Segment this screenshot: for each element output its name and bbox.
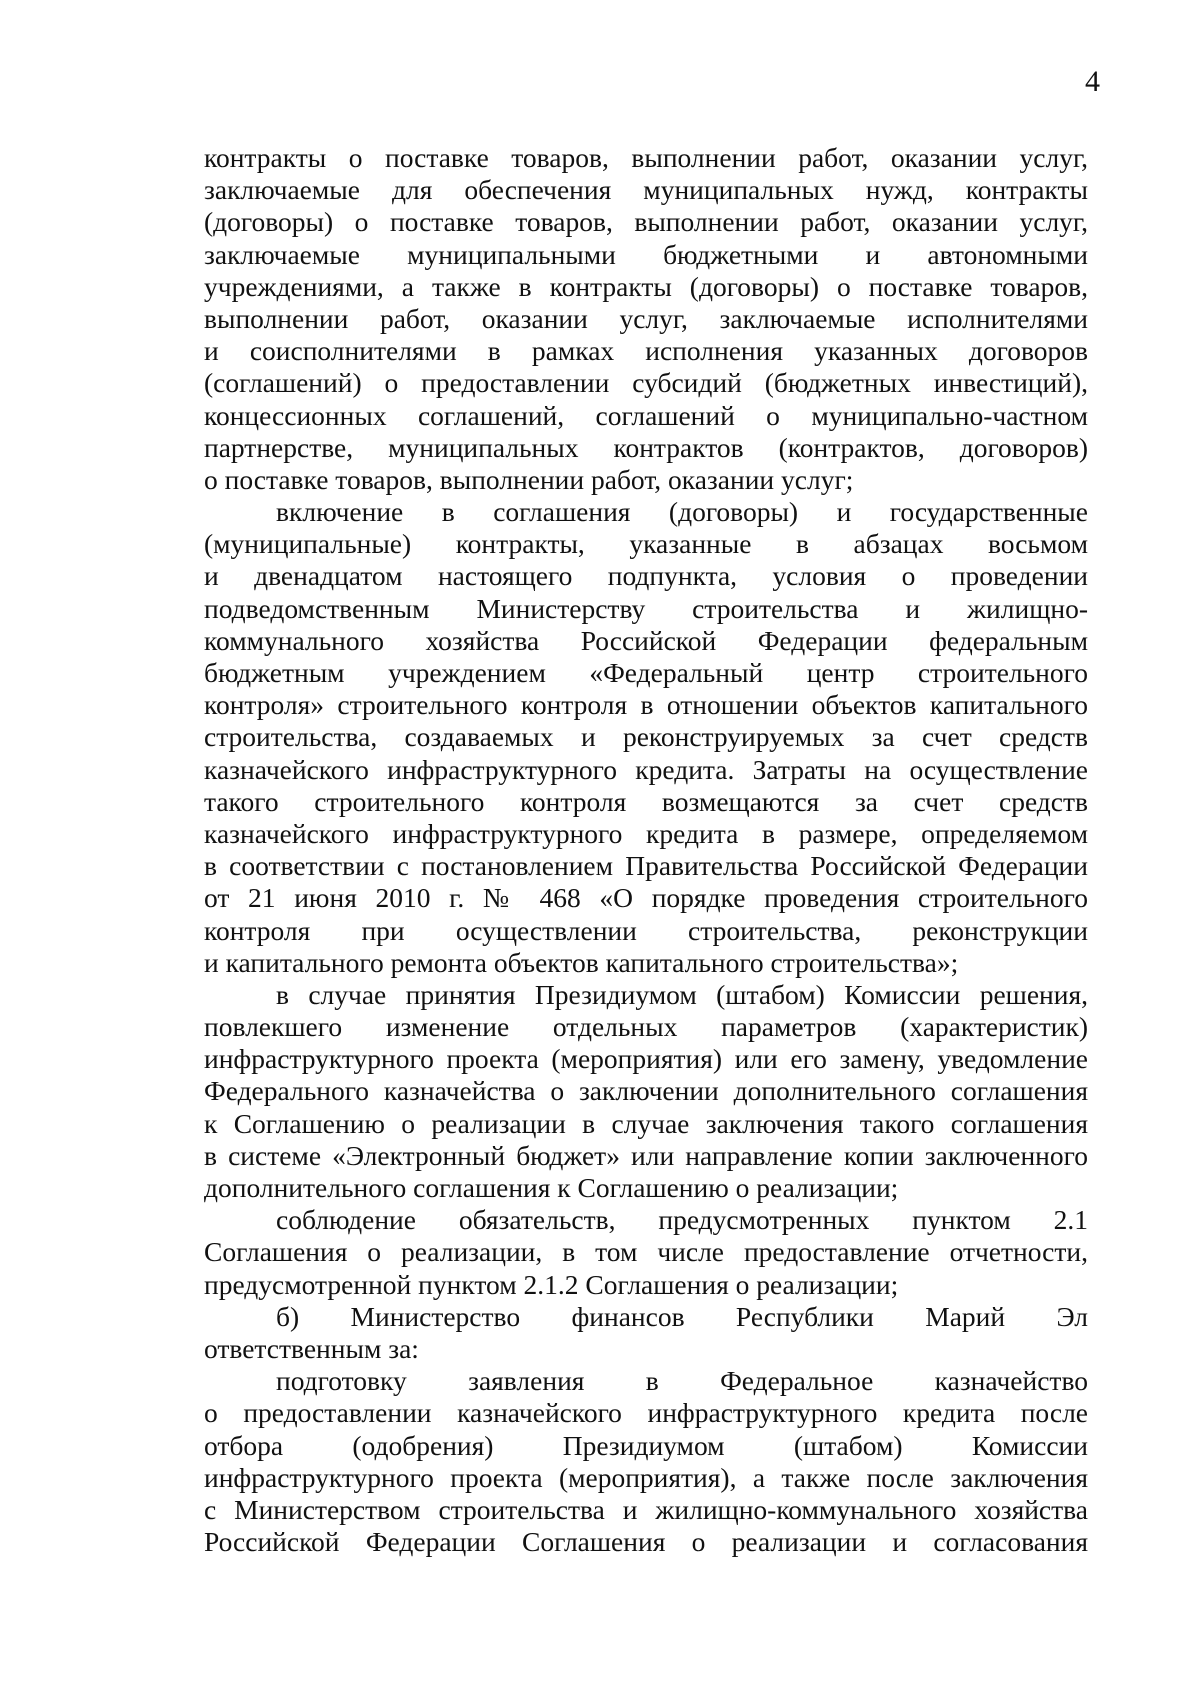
- text-line: о поставке товаров, выполнении работ, оказании услуг;: [204, 463, 854, 495]
- paragraph-contracts-continuation: [204, 142, 1088, 496]
- text-line: о предоставлении казначейского инфраструктурного кредита после: [204, 1397, 1088, 1429]
- text-line: ответственным за:: [204, 1332, 419, 1364]
- text-line: контроля при осуществлении строительства, реконструкции: [204, 914, 1088, 946]
- paragraph-ministry-of-finance: [204, 1301, 1088, 1365]
- paragraph-presidium-decision: [204, 979, 1088, 1204]
- text-line: строительства, создаваемых и реконструируемых за счет средств: [204, 721, 1088, 753]
- paragraph-obligations: [204, 1204, 1088, 1301]
- text-line: казначейского инфраструктурного кредита в размере, определяемом: [204, 817, 1088, 849]
- text-line: б) Министерство финансов Республики Марий Эл: [276, 1300, 1088, 1332]
- text-line: такого строительного контроля возмещаются за счет средств: [204, 785, 1088, 817]
- text-line: от 21 июня 2010 г. № 468 «О порядке проведения строительного: [204, 882, 1088, 914]
- text-line: заключаемые муниципальными бюджетными и автономными: [204, 238, 1088, 270]
- document-body: [204, 142, 1088, 1558]
- text-line: повлекшего изменение отдельных параметров (характеристик): [204, 1011, 1088, 1043]
- text-line: подготовку заявления в Федеральное казначейство: [276, 1365, 1088, 1397]
- text-line: (муниципальные) контракты, указанные в абзацах восьмом: [204, 528, 1088, 560]
- text-line: предусмотренной пунктом 2.1.2 Соглашения о реализации;: [204, 1268, 899, 1300]
- paragraph-application-preparation: [204, 1365, 1088, 1558]
- text-line: заключаемые для обеспечения муниципальных нужд, контракты: [204, 174, 1088, 206]
- text-line: и соисполнителями в рамках исполнения указанных договоров: [204, 335, 1088, 367]
- text-line: в случае принятия Президиумом (штабом) Комиссии решения,: [276, 978, 1088, 1010]
- text-line: к Соглашению о реализации в случае заключения такого соглашения: [204, 1107, 1088, 1139]
- text-line: (договоры) о поставке товаров, выполнении работ, оказании услуг,: [204, 206, 1088, 238]
- text-line: (соглашений) о предоставлении субсидий (бюджетных инвестиций),: [204, 367, 1088, 399]
- text-line: и двенадцатом настоящего подпункта, условия о проведении: [204, 560, 1088, 592]
- text-line: в системе «Электронный бюджет» или направление копии заключенного: [204, 1139, 1088, 1171]
- text-line: коммунального хозяйства Российской Федерации федеральным: [204, 624, 1088, 656]
- paragraph-construction-control: [204, 496, 1088, 979]
- text-line: с Министерством строительства и жилищно-коммунального хозяйства: [204, 1493, 1088, 1525]
- text-line: казначейского инфраструктурного кредита. Затраты на осуществление: [204, 753, 1088, 785]
- text-line: Российской Федерации Соглашения о реализации и согласования: [204, 1526, 1088, 1558]
- page-number: 4: [1085, 65, 1100, 98]
- text-line: бюджетным учреждением «Федеральный центр строительного: [204, 657, 1088, 688]
- text-line: концессионных соглашений, соглашений о муниципально-частном: [204, 399, 1088, 431]
- text-line: Федерального казначейства о заключении дополнительного соглашения: [204, 1075, 1088, 1107]
- text-line: выполнении работ, оказании услуг, заключаемые исполнителями: [204, 302, 1088, 334]
- text-line: контроля» строительного контроля в отношении объектов капитального: [204, 689, 1088, 721]
- text-line: дополнительного соглашения к Соглашению о реализации;: [204, 1172, 899, 1203]
- text-line: контракты о поставке товаров, выполнении работ, оказании услуг,: [204, 142, 1088, 173]
- text-line: соблюдение обязательств, предусмотренных пунктом 2.1: [276, 1204, 1088, 1236]
- text-line: инфраструктурного проекта (мероприятия), а также после заключения: [204, 1461, 1088, 1493]
- text-line: инфраструктурного проекта (мероприятия) или его замену, уведомление: [204, 1043, 1088, 1075]
- text-line: партнерстве, муниципальных контрактов (контрактов, договоров): [204, 431, 1088, 463]
- text-line: подведомственным Министерству строительства и жилищно-: [204, 592, 1088, 624]
- text-line: включение в соглашения (договоры) и государственные: [276, 496, 1088, 528]
- text-line: в соответствии с постановлением Правительства Российской Федерации: [204, 850, 1088, 882]
- text-line: и капитального ремонта объектов капитального строительства»;: [204, 946, 959, 978]
- text-line: учреждениями, а также в контракты (договоры) о поставке товаров,: [204, 270, 1088, 302]
- text-line: отбора (одобрения) Президиумом (штабом) Комиссии: [204, 1429, 1088, 1461]
- text-line: Соглашения о реализации, в том числе предоставление отчетности,: [204, 1236, 1088, 1268]
